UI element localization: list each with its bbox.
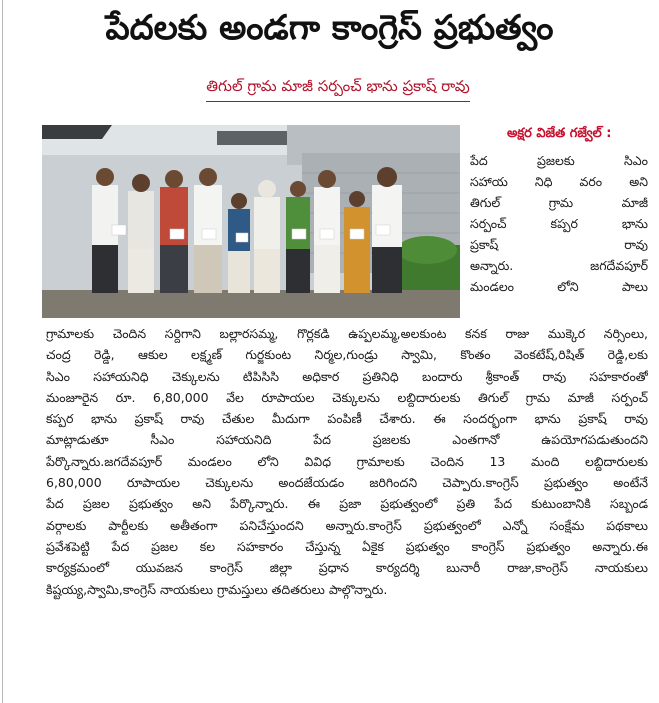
side-line: అన్నారు. జగదేవపూర్	[470, 258, 648, 273]
body-line: కప్పర భాను ప్రకాష్ రావు చేతుల మీదుగా పంపిణీ చేశారు. ఈ సందర్భంగా భాను ప్రకాష్ రావు	[46, 411, 648, 427]
side-line: పేద ప్రజలకు సిఎం	[470, 153, 648, 168]
article-body	[46, 323, 648, 600]
news-photo	[42, 125, 460, 318]
side-line: తిగుల్ గ్రామ మాజీ	[470, 195, 648, 210]
body-line: మాట్లాడుతూ సీఎం సహాయనిది పేద ప్రజలకు ఎంతగానో ఉపయోగపడుతుందని	[46, 432, 648, 448]
group-photo-illustration	[42, 125, 460, 318]
body-line: కిష్టయ్య,స్వామి,కాంగ్రెస్ నాయకులు గ్రామస్తులు తదితరులు పాల్గొన్నారు.	[46, 581, 388, 597]
subheadline-block	[160, 76, 516, 102]
body-line: 6,80,000 రూపాయల చెక్కులను అందజేయడం జరిగిందని చెప్పారు.కాంగ్రెస్ ప్రభుత్వం అంటేనే	[46, 475, 648, 491]
headline: పేదలకు అండగా కాంగ్రెస్ ప్రభుత్వం	[105, 8, 554, 48]
body-line: చంద్ర రెడ్డి, ఆకుల లక్ష్మణ్ గుర్జకుంట నిర్మల,గుండ్రు స్వామి, కొంతం వెంకటేష్,రిషిత్ రెడ్డి,లకు	[46, 347, 648, 363]
body-line: మంజూరైన రూ. 6,80,000 వేల రూపాయల చెక్కులను లబ్దిదారులకు తిగుల్ గ్రామ మాజీ సర్పంచ్	[46, 389, 648, 405]
body-line: ప్రవేశపెట్టి పేద ప్రజల కల సహకారం చేస్తున్న ఏకైక ప్రభుత్వం కాంగ్రెస్ ప్రభుత్వం అన్నారు.ఈ	[46, 538, 648, 554]
body-line: సిఎం సహాయనిధి చెక్కులను టిపిసిసి అధికార ప్రతినిధి బందారు శ్రీకాంత్ రావు సహకారంతో	[46, 368, 648, 384]
body-line: కార్యక్రమంలో యువజన కాంగ్రెస్ జిల్లా ప్రధాన కార్యదర్శి బునారీ రాజు,కాంగ్రెస్ నాయకులు	[46, 560, 648, 576]
side-line: సహాయ నిధి వరం అని	[470, 174, 648, 189]
side-column-text	[470, 150, 648, 297]
side-line: ప్రకాష్ రావు	[470, 237, 648, 252]
side-line: మండలం లోని పాలు	[470, 279, 648, 294]
body-line: పేర్కొన్నారు.జగదేవపూర్ మండలం లోని వివిధ గ్రామాలకు చెందిన 13 మంది లబ్దిదారులకు	[46, 453, 648, 469]
body-line: గ్రామాలకు చెందిన సర్దిగాని బల్లారసమ్మ, గొర్లకడి ఉప్పలమ్మ,అలకుంట కనక రాజు ముక్కెర నర్సింలు,	[46, 326, 648, 341]
body-line: పేద ప్రజల ప్రభుత్వం అని పేర్కొన్నారు. ఈ ప్రజా ప్రభుత్వంలో ప్రతి పేద కుటుంబానికి సబ్బండ	[46, 496, 648, 512]
column-rule	[2, 0, 3, 703]
side-line: సర్పంచ్ కప్పర భాను	[470, 216, 648, 231]
body-line: వర్గాలకు పార్టీలకు అతీతంగా పనిచేస్తుందని అన్నారు.కాంగ్రెస్ ప్రభుత్వంలో ఎన్నో సంక్షేమ పథకాలు	[46, 517, 648, 533]
dateline: అక్షర విజేత గజ్వేల్ :	[507, 126, 612, 141]
subheadline: తిగుల్ గ్రామ మాజీ సర్పంచ్ భాను ప్రకాష్ రావు	[206, 76, 469, 102]
